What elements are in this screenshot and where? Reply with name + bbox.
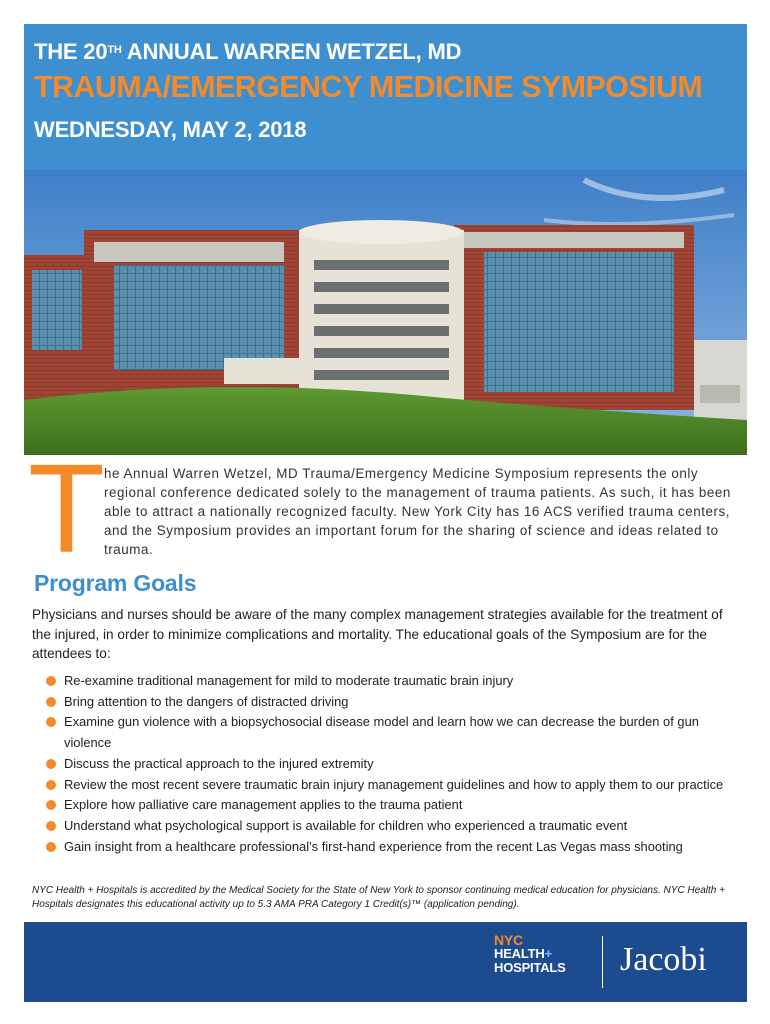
bullet-icon	[46, 821, 56, 831]
accreditation-note: NYC Health + Hospitals is accredited by the Medical Society for the State of New York to sponsor continuing medical education for physicians. NYC Health + Hospitals designates this educational activity up to 5.3 AMA PRA Category 1 Credit(s)™ (application pending).	[32, 885, 725, 910]
goals-list	[46, 671, 736, 857]
bullet-icon	[46, 717, 56, 727]
footer-banner	[24, 922, 747, 1002]
symposium-title: TRAUMA/EMERGENCY MEDICINE SYMPOSIUM	[34, 70, 703, 104]
list-item: Review the most recent severe traumatic brain injury management guidelines and how to apply them to our practice	[46, 775, 736, 796]
logo-divider	[602, 936, 603, 988]
bullet-icon	[46, 697, 56, 707]
intro-section	[24, 438, 744, 579]
list-item: Gain insight from a healthcare professional’s first-hand experience from the recent Las Vegas mass shooting	[46, 837, 736, 858]
nyc-health-hospitals-logo: NYC HEALTH+ HOSPITALS	[494, 932, 566, 975]
bullet-icon	[46, 842, 56, 852]
list-item: Explore how palliative care management applies to the trauma patient	[46, 795, 736, 816]
bullet-icon	[46, 800, 56, 810]
bullet-icon	[46, 676, 56, 686]
header-subtitle: THE 20TH ANNUAL WARREN WETZEL, MD	[34, 39, 462, 64]
header-banner	[24, 24, 747, 170]
program-goals-intro: Physicians and nurses should be aware of the many complex management strategies available for the treatment of the injured, in order to minimize complications and mortality. The educational goals of the Symposium are for the attendees to:	[32, 607, 723, 661]
list-item: Bring attention to the dangers of distracted driving	[46, 692, 736, 713]
event-date: WEDNESDAY, MAY 2, 2018	[34, 117, 307, 142]
bullet-icon	[46, 780, 56, 790]
list-item: Understand what psychological support is available for children who experienced a traumatic event	[46, 816, 736, 837]
list-item: Discuss the practical approach to the injured extremity	[46, 754, 736, 775]
program-goals-heading: Program Goals	[34, 570, 197, 596]
list-item: Re-examine traditional management for mild to moderate traumatic brain injury	[46, 671, 736, 692]
drop-cap: T	[28, 438, 105, 579]
bullet-icon	[46, 759, 56, 769]
jacobi-logo: Jacobi	[620, 941, 707, 978]
list-item: Examine gun violence with a biopsychosocial disease model and learn how we can decrease the burden of gun violence	[46, 712, 736, 753]
intro-paragraph: he Annual Warren Wetzel, MD Trauma/Emergency Medicine Symposium represents the only regional conference dedicated solely to the management of trauma patients. As such, it has been able to attract a nationally recognized faculty. New York City has 16 ACS verified trauma centers, and the Symposium provides an important forum for the sharing of science and ideas related to trauma.	[104, 466, 731, 557]
hospital-photo	[24, 170, 747, 455]
